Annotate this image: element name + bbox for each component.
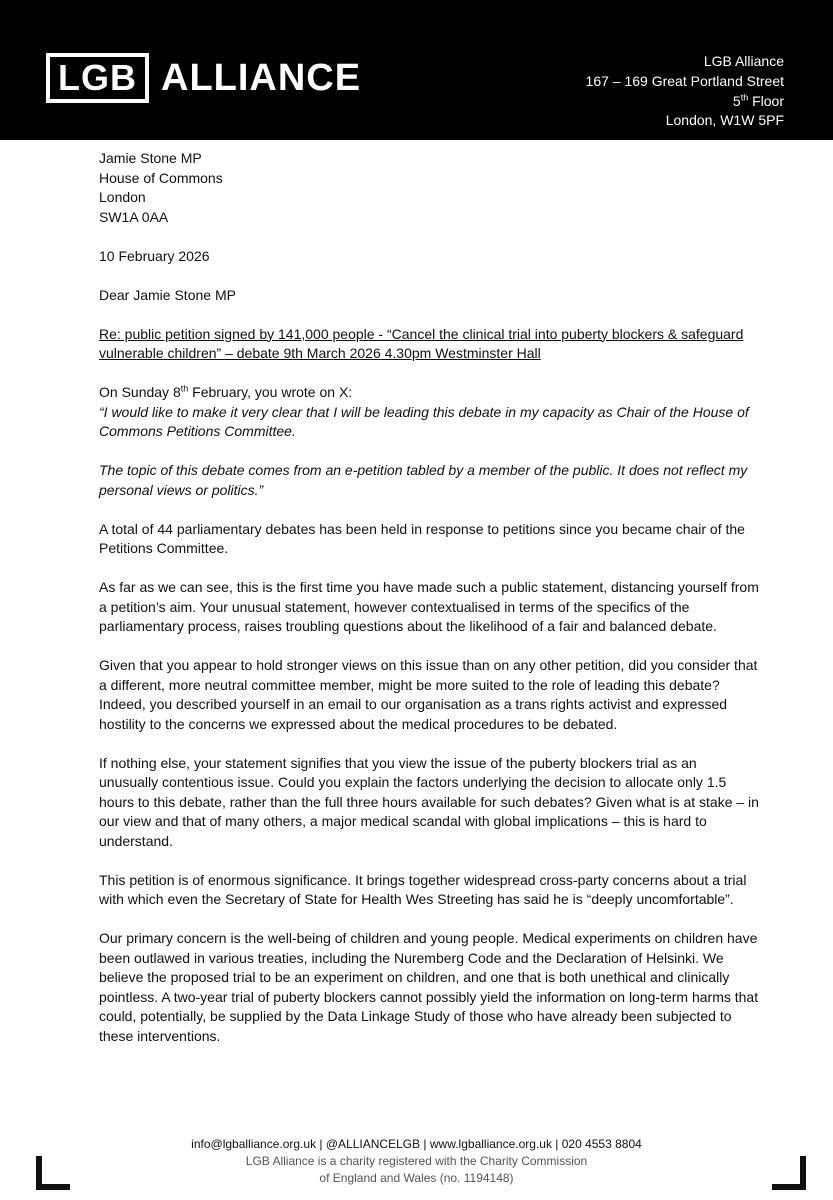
body-paragraph: This petition is of enormous significance. It brings together widespread cross-party concerns about a trial with which even the Secretary of State for Health Wes Streeting has said he is “deeply uncomfortable”. (99, 871, 747, 907)
letter-body (99, 149, 759, 1066)
body-paragraph: As far as we can see, this is the first time you have made such a public statement, distancing yourself from a petition’s aim. Your unusual statement, however contextualised in terms of the specifics of the parliamentary process, raises troubling questions about the likelihood of a fair and balanced debate. (99, 579, 759, 634)
salutation: Dear Jamie Stone MP (99, 286, 236, 303)
intro-date-suffix: th (180, 383, 189, 394)
body-paragraph: A total of 44 parliamentary debates has been held in response to petitions since you became chair of the Petitions Committee. (99, 520, 745, 556)
corner-mark-left (36, 1156, 70, 1190)
letter-footer (0, 1136, 833, 1187)
sender-street: 167 – 169 Great Portland Street (585, 72, 784, 89)
quote-paragraph-2: The topic of this debate comes from an e-petition tabled by a member of the public. It does not reflect my personal views or politics.” (99, 462, 748, 498)
body-paragraph: If nothing else, your statement signifies that you view the issue of the puberty blockers trial as an unusually contentious issue. Could you explain the factors underlying the decision to allocate only 1.5 hours to this debate, rather than the full three hours available for such debates? Given what is at stake – in our view and that of many others, a major medical scandal with global implications – this is hard to understand. (99, 754, 759, 849)
sender-name: LGB Alliance (703, 53, 784, 69)
recipient-address (99, 149, 759, 227)
footer-charity-line-2: of England and Wales (no. 1194148) (319, 1171, 514, 1185)
logo-word: ALLIANCE (161, 57, 362, 99)
corner-mark-right (772, 1156, 806, 1190)
sender-floor (586, 92, 784, 112)
letter-date: 10 February 2026 (99, 247, 210, 264)
recipient-name: Jamie Stone MP (99, 150, 202, 166)
subject-line: Re: public petition signed by 141,000 people - “Cancel the clinical trial into puberty blockers & safeguard vulnerable children” – debate 9th March 2026 4.30pm Westminster Hall (99, 325, 744, 361)
sender-city-postcode: London, W1W 5PF (665, 112, 784, 129)
recipient-postcode: SW1A 0AA (99, 208, 169, 225)
intro-line (99, 383, 759, 403)
recipient-org: House of Commons (99, 169, 223, 186)
sender-address (586, 52, 784, 131)
letterhead-banner (0, 0, 833, 140)
floor-number: 5 (732, 92, 741, 109)
intro-text-end: February, you wrote on X: (188, 384, 353, 400)
intro-text-start: On Sunday 8 (99, 384, 181, 400)
body-paragraph: Given that you appear to hold stronger views on this issue than on any other petition, did you consider that a different, more neutral committee member, might be more suited to the role of leading this debate? Indeed, you described yourself in an email to our organisation as a trans rights activist and expressed hostility to the concerns we expressed about the medical procedures to be debated. (99, 657, 758, 732)
floor-label: Floor (752, 92, 784, 109)
footer-contact-line: info@lgballiance.org.uk | @ALLIANCELGB | www.lgballiance.org.uk | 020 4553 8804 (191, 1137, 642, 1151)
logo-box: LGB (46, 53, 149, 103)
floor-suffix: th (740, 91, 749, 102)
lgb-alliance-logo (46, 52, 361, 104)
body-paragraph: Our primary concern is the well-being of children and young people. Medical experiments on children have been outlawed in various treaties, including the Nuremberg Code and the Declaration of Helsinki. We believe the proposed trial to be an experiment on children, and one that is both unethical and clinically pointless. A two-year trial of puberty blockers cannot possibly yield the information on long-term harms that could, potentially, be supplied by the Data Linkage Study of those who have already been subjected to these interventions. (99, 930, 759, 1044)
footer-charity-line-1: LGB Alliance is a charity registered with the Charity Commission (245, 1154, 588, 1168)
recipient-city: London (99, 189, 146, 205)
quote-paragraph-1: “I would like to make it very clear that I will be leading this debate in my capacity as Chair of the House of Commons Petitions Committee. (99, 403, 749, 439)
